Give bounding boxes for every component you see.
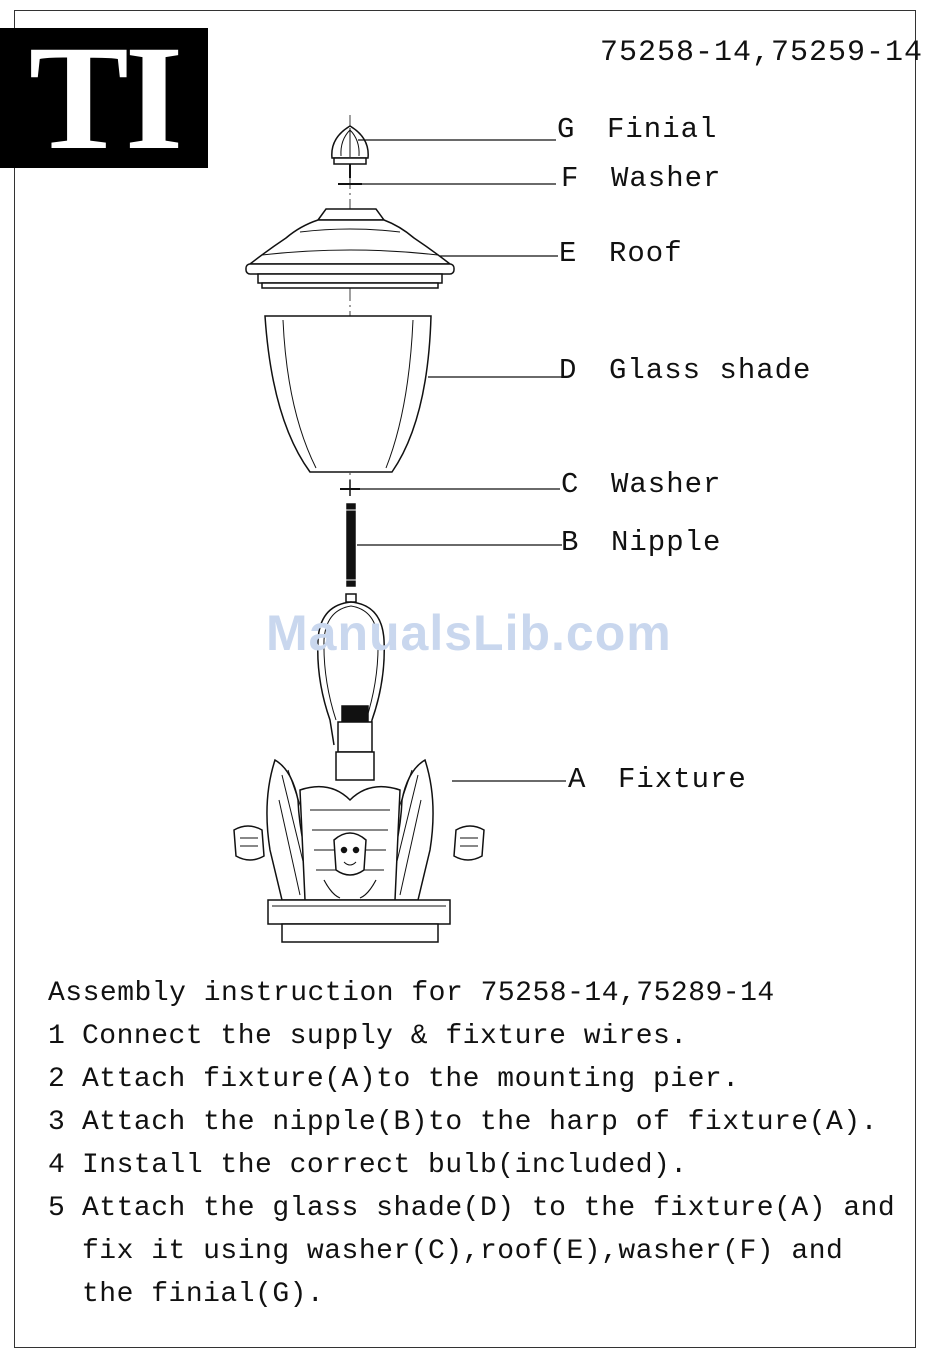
part-letter: F	[561, 162, 580, 195]
part-label-b	[561, 526, 721, 559]
instruction-step	[48, 1101, 908, 1144]
part-name: Finial	[607, 113, 718, 146]
part-name: Glass shade	[609, 354, 812, 387]
step-number: 4	[48, 1150, 66, 1181]
step-text: Connect the supply & fixture wires.	[82, 1021, 688, 1052]
instruction-step	[48, 1187, 908, 1316]
nipple-drawing	[345, 504, 357, 586]
watermark: ManualsLib.com	[266, 605, 672, 661]
part-label-g	[557, 113, 717, 146]
part-name: Roof	[609, 237, 683, 270]
part-name: Fixture	[618, 763, 747, 796]
part-label-f	[561, 162, 721, 195]
part-letter: G	[557, 113, 576, 146]
part-letter: D	[559, 354, 578, 387]
part-name: Washer	[611, 162, 722, 195]
instruction-step	[48, 1058, 908, 1101]
assembly-instructions	[48, 972, 908, 1316]
part-name: Washer	[611, 468, 722, 501]
brand-logo: TI	[0, 28, 208, 168]
step-text: Attach the glass shade(D) to the fixture(A) and fix it using washer(C),roof(E),washer(F) and the finial(G).	[82, 1193, 896, 1310]
step-number: 2	[48, 1064, 66, 1095]
finial-drawing	[332, 126, 368, 178]
step-number: 3	[48, 1107, 66, 1138]
step-number: 1	[48, 1021, 66, 1052]
part-label-a	[568, 763, 747, 796]
step-number: 5	[48, 1193, 66, 1224]
part-label-e	[559, 237, 683, 270]
instructions-title: Assembly instruction for 75258-14,75289-14	[48, 978, 775, 1009]
part-letter: E	[559, 237, 578, 270]
glass-shade-drawing	[265, 316, 431, 496]
instruction-step	[48, 1015, 908, 1058]
part-label-d	[559, 354, 811, 387]
part-label-c	[561, 468, 721, 501]
step-text: Attach the nipple(B)to the harp of fixture(A).	[82, 1107, 878, 1138]
instruction-step	[48, 1144, 908, 1187]
part-name: Nipple	[611, 526, 722, 559]
step-text: Attach fixture(A)to the mounting pier.	[82, 1064, 740, 1095]
part-letter: A	[568, 763, 587, 796]
part-letter: C	[561, 468, 580, 501]
step-text: Install the correct bulb(included).	[82, 1150, 688, 1181]
model-numbers: 75258-14,75259-14	[600, 36, 924, 70]
roof-drawing	[246, 209, 454, 288]
part-letter: B	[561, 526, 580, 559]
